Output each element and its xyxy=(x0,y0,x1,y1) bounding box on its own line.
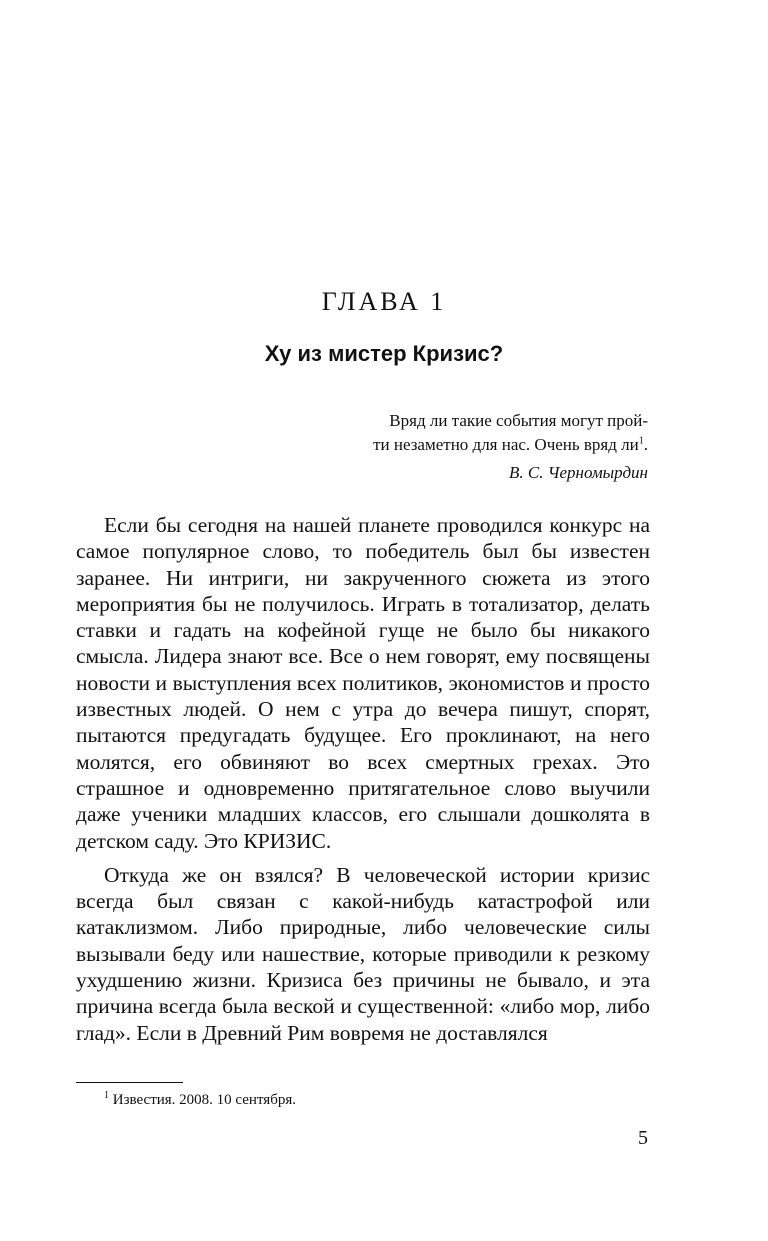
chapter-title: Ху из мистер Кризис? xyxy=(264,341,504,366)
footnote-text: Известия. 2008. 10 сентября. xyxy=(112,1092,296,1108)
paragraph-1: Если бы сегодня на нашей планете проводился конкурс на самое популярное слово, то победитель был бы известен заранее. Ни интриги, ни закрученного сюжета из этого мероприятия бы не получилось. Играть в тотализатор, делать ставки и гадать на кофейной гуще не было бы никакого смысла. Лидера знают все. Все о нем говорят, ему посвящены новости и выступления всех политиков, экономистов и просто известных людей. О нем с утра до вечера пишут, спорят, пытаются предугадать будущее. Его проклинают, на него молятся, его обвиняют во всех смертных грехах. Это страшное и одновременно притягательное слово выучили даже ученики младших классов, его слышали дошколята в детском саду. Это КРИЗИС. xyxy=(76,513,650,853)
chapter-label: ГЛАВА 1 xyxy=(321,287,447,316)
epigraph-line-2-text: ти незаметно для нас. Очень вряд ли xyxy=(373,435,639,454)
epigraph-author: В. С. Черномырдин xyxy=(509,463,648,482)
epigraph-line-1: Вряд ли такие события могут прой- xyxy=(389,411,648,430)
footnote-divider xyxy=(76,1082,183,1083)
epigraph-line-2-end: . xyxy=(643,435,648,454)
page-number: 5 xyxy=(638,1127,648,1149)
footnote-number: 1 xyxy=(104,1090,109,1101)
epigraph-footnote-ref[interactable]: 1 xyxy=(638,435,644,447)
epigraph xyxy=(373,409,648,485)
paragraph-2: Откуда же он взялся? В человеческой истории кризис всегда был связан с какой-нибудь катастрофой или катаклизмом. Либо природные, либо человеческие силы вызывали беду или нашествие, которые приводили к резкому ухудшению жизни. Кризиса без причины не бывало, и эта причина всегда была веской и существенной: «либо мор, либо глад». Если в Древний Рим вовремя не доставлялся xyxy=(76,862,650,1045)
epigraph-line-2 xyxy=(373,433,648,457)
body-text xyxy=(76,512,650,1054)
footnote xyxy=(104,1090,296,1110)
